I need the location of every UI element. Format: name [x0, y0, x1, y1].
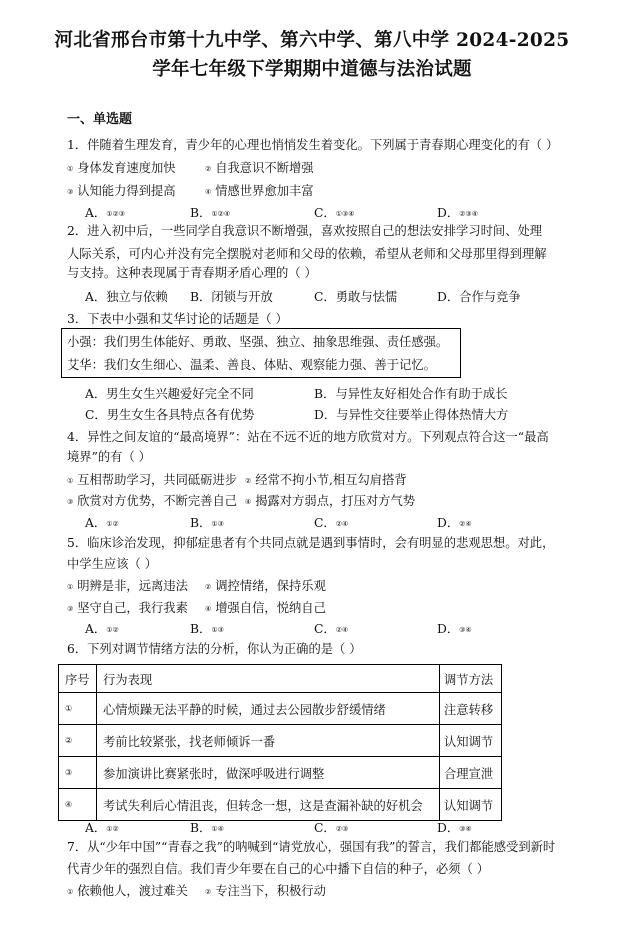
q2-choice-d[interactable]: D．合作与竞争 [437, 290, 521, 304]
q1-choice-d[interactable]: D．②③④ [437, 206, 478, 220]
q5-choice-d[interactable]: D．③④ [437, 622, 472, 636]
row-method: 合理宣泄 [440, 757, 502, 789]
row-number: ① [59, 693, 97, 725]
table-row [59, 725, 502, 757]
q1-stem: 1．伴随着生理发育，青少年的心理也悄悄发生着变化。下列属于青春期心理变化的有（ ） [67, 138, 559, 152]
q4-item-1: ① 互相帮助学习，共同砥砺进步 [67, 473, 238, 487]
q6-stem: 6．下列对调节情绪方法的分析，你认为正确的是（ ） [67, 642, 362, 656]
q7-item-1: ① 依赖他人，渡过难关 [67, 884, 188, 898]
q7-stem-line-1: 7．从“少年中国”“青春之我”的呐喊到“请党放心，强国有我”的誓言，我们都能感受到新时 [67, 840, 556, 854]
row-behavior: 心情烦躁无法平静的时候，通过去公园散步舒缓情绪 [97, 693, 440, 725]
row-behavior: 考前比较紧张，找老师倾诉一番 [97, 725, 440, 757]
q1-item-4: ④ 情感世界愈加丰富 [205, 184, 314, 198]
q7-stem-line-2: 代青少年的强烈自信。我们青少年要在自己的心中播下自信的种子，必须（ ） [67, 862, 490, 876]
q1-item-3: ③ 认知能力得到提高 [67, 184, 176, 198]
q4-item-3: ③ 欣赏对方优势，不断完善自己 [67, 494, 238, 508]
table-row [59, 693, 502, 725]
section-heading: 一、单选题 [67, 112, 133, 127]
q1-choice-a[interactable]: A．①②③ [85, 206, 126, 220]
q4-choice-a[interactable]: A．①② [85, 516, 119, 530]
exam-title-line-2: 学年七年级下学期期中道德与法治试题 [152, 59, 472, 80]
q4-choice-b[interactable]: B．①③ [190, 516, 224, 530]
emotion-regulation-table [58, 664, 502, 821]
q1-choice-c[interactable]: C．①③④ [314, 206, 355, 220]
q6-choice-d[interactable]: D．③④ [437, 821, 472, 835]
row-behavior: 参加演讲比赛紧张时，做深呼吸进行调整 [97, 757, 440, 789]
row-number: ② [59, 725, 97, 757]
q5-item-1: ① 明辨是非，远离违法 [67, 579, 188, 593]
q2-choice-b[interactable]: B．闭锁与开放 [190, 290, 273, 304]
q6-choice-c[interactable]: C．②③ [314, 821, 349, 835]
header-behavior: 行为表现 [97, 665, 440, 693]
q3-choice-b[interactable]: B．与异性友好相处合作有助于成长 [314, 387, 508, 401]
q5-item-4: ④ 增强自信，悦纳自己 [205, 601, 326, 615]
q5-choice-c[interactable]: C．②④ [314, 622, 349, 636]
q5-choice-a[interactable]: A．①② [85, 622, 119, 636]
q1-item-1: ① 身体发育速度加快 [67, 161, 176, 175]
row-method: 认知调节 [440, 789, 502, 821]
q3-stem: 3．下表中小强和艾华讨论的话题是（ ） [67, 312, 288, 326]
q4-choice-c[interactable]: C．②④ [314, 516, 349, 530]
q3-choice-a[interactable]: A．男生女生兴趣爱好完全不同 [85, 387, 254, 401]
q6-choice-b[interactable]: B．①④ [190, 821, 224, 835]
q3-dialogue-xiaoqiang: 小强：我们男生体能好、勇敢、坚强、独立、抽象思维强、责任感强。 [67, 335, 449, 349]
q5-stem-line-1: 5．临床诊治发现，抑郁症患者有个共同点就是遇到事情时，会有明显的悲观思想。对此， [67, 536, 555, 550]
q5-item-2: ② 调控情绪，保持乐观 [205, 579, 326, 593]
q1-choice-b[interactable]: B．①②④ [190, 206, 231, 220]
q2-stem-line-1: 2．进入初中后，一些同学自我意识不断增强，喜欢按照自己的想法安排学习时间、处理 [67, 224, 543, 238]
header-number: 序号 [59, 665, 97, 693]
exam-title-line-1: 河北省邢台市第十九中学、第六中学、第八中学 2024-2025 [54, 30, 570, 51]
q2-stem-line-3: 与支持。这种表现属于青春期矛盾心理的（ ） [67, 266, 317, 280]
row-number: ③ [59, 757, 97, 789]
q4-item-2: ② 经常不拘小节,相互勾肩搭背 [245, 473, 407, 487]
row-behavior: 考试失利后心情沮丧，但转念一想，这是查漏补缺的好机会 [97, 789, 440, 821]
q3-choice-d[interactable]: D．与异性交往要举止得体热情大方 [314, 408, 509, 422]
table-row [59, 789, 502, 821]
q3-dialogue-aihua: 艾华：我们女生细心、温柔、善良、体贴、观察能力强、善于记忆。 [67, 358, 436, 372]
q3-choice-c[interactable]: C．男生女生各具特点各有优势 [85, 408, 255, 422]
q4-stem-line-1: 4．异性之间友谊的“最高境界”：站在不远不近的地方欣赏对方。下列观点符合这一“最高 [67, 430, 549, 444]
table-header-row [59, 665, 502, 693]
q5-choice-b[interactable]: B．①③ [190, 622, 224, 636]
header-method: 调节方法 [440, 665, 502, 693]
q5-stem-line-2: 中学生应该（ ） [67, 557, 157, 571]
q7-item-2: ② 专注当下，积极行动 [205, 884, 326, 898]
q4-stem-line-2: 境界”的有（ ） [67, 450, 151, 464]
row-method: 认知调节 [440, 725, 502, 757]
row-method: 注意转移 [440, 693, 502, 725]
q4-item-4: ④ 揭露对方弱点，打压对方气势 [245, 494, 416, 508]
q4-choice-d[interactable]: D．②④ [437, 516, 472, 530]
q2-choice-c[interactable]: C．勇敢与怯懦 [314, 290, 398, 304]
table-row [59, 757, 502, 789]
q5-item-3: ③ 坚守自己，我行我素 [67, 601, 188, 615]
q6-choice-a[interactable]: A．①② [85, 821, 119, 835]
row-number: ④ [59, 789, 97, 821]
q1-item-2: ② 自我意识不断增强 [205, 161, 314, 175]
q2-stem-line-2: 人际关系，可内心并没有完全摆脱对老师和父母的依赖，希望从老师和父母那里得到理解 [67, 247, 547, 261]
q2-choice-a[interactable]: A．独立与依赖 [85, 290, 168, 304]
